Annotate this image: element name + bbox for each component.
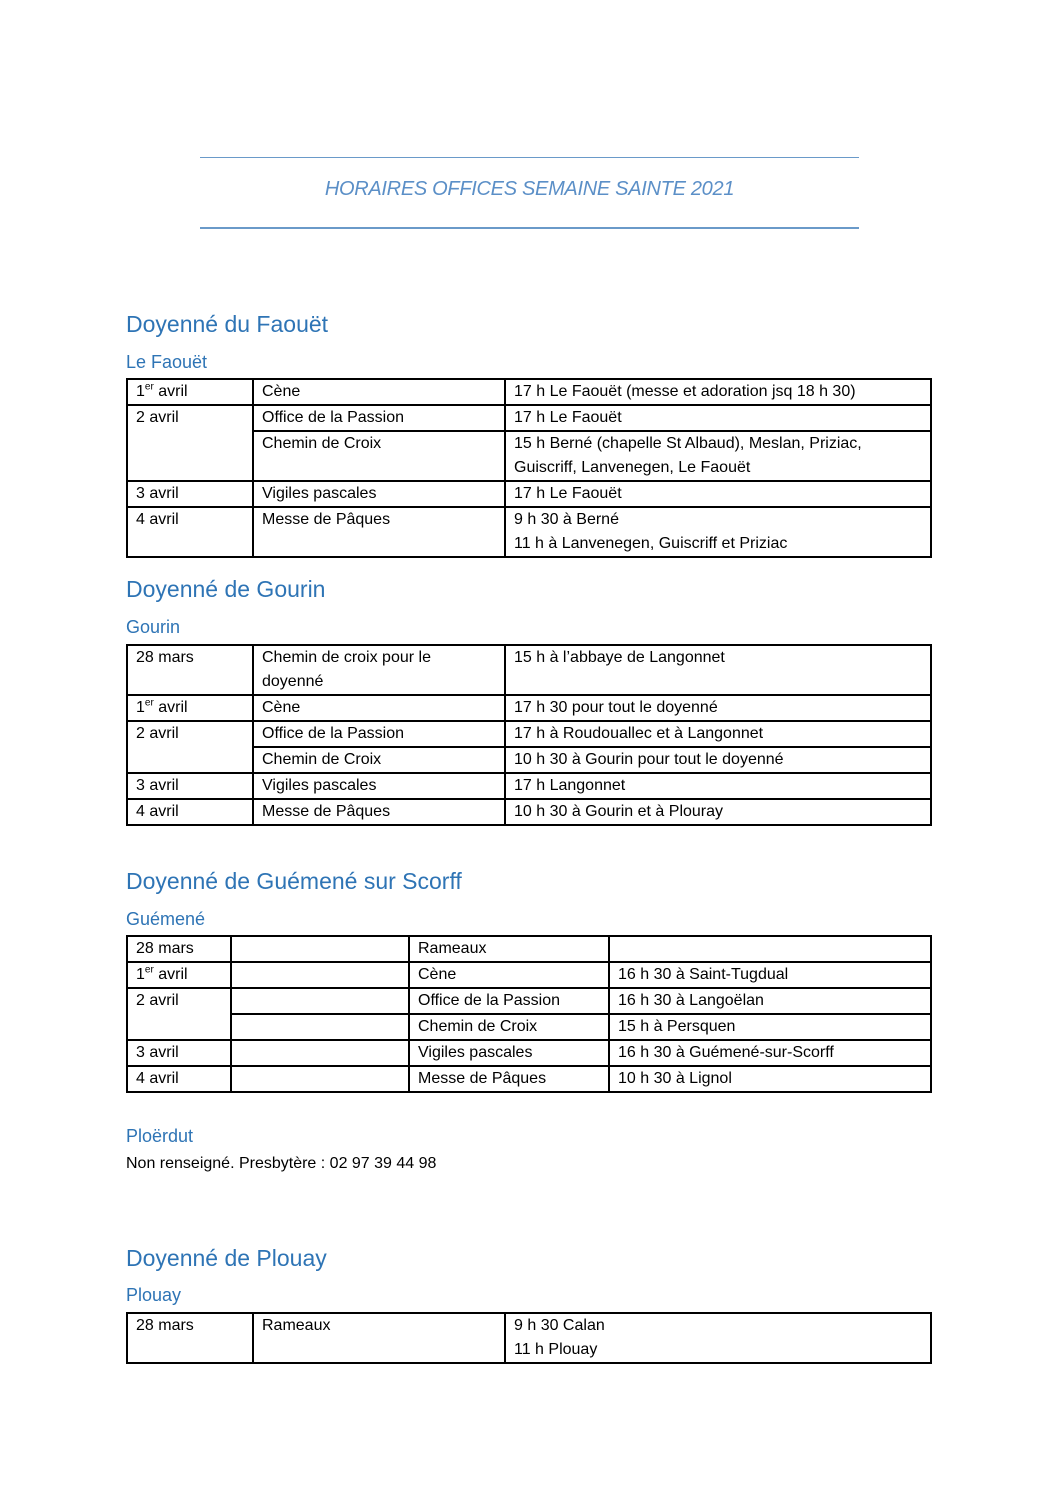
time-cell: 16 h 30 à Guémené-sur-Scorff xyxy=(609,1040,931,1066)
time-cell: 10 h 30 à Lignol xyxy=(609,1066,931,1092)
office-cell: Chemin de Croix xyxy=(253,747,505,773)
time-line: 11 h à Lanvenegen, Guiscriff et Priziac xyxy=(514,535,788,552)
table-row xyxy=(127,1313,931,1363)
table-row xyxy=(127,1040,931,1066)
table-row xyxy=(127,721,931,747)
time-line: 9 h 30 Calan xyxy=(514,1317,605,1334)
office-cell: Chemin de Croix xyxy=(253,431,505,481)
date-cell: 2 avril xyxy=(127,405,253,481)
time-cell xyxy=(505,1313,931,1363)
time-cell: 17 h à Roudouallec et à Langonnet xyxy=(505,721,931,747)
time-cell: 15 h à l’abbaye de Langonnet xyxy=(505,645,931,695)
date-cell: 3 avril xyxy=(127,481,253,507)
office-cell: Messe de Pâques xyxy=(253,799,505,825)
schedule-table-guemene xyxy=(126,935,932,1093)
time-cell: 17 h 30 pour tout le doyenné xyxy=(505,695,931,721)
time-cell: 10 h 30 à Gourin et à Plouray xyxy=(505,799,931,825)
time-line: 15 h Berné (chapelle St Albaud), Meslan, Priziac, xyxy=(514,435,862,452)
deanery-heading: Doyenné de Gourin xyxy=(126,576,326,602)
office-cell: Rameaux xyxy=(409,936,609,962)
table-row xyxy=(127,645,931,695)
deanery-heading: Doyenné de Guémené sur Scorff xyxy=(126,868,462,894)
office-cell: Office de la Passion xyxy=(253,721,505,747)
date-cell: 28 mars xyxy=(127,645,253,695)
time-line: 11 h Plouay xyxy=(514,1341,598,1358)
empty-cell xyxy=(231,1040,409,1066)
parish-heading: Plouay xyxy=(126,1285,182,1305)
parish-note: Non renseigné. Presbytère : 02 97 39 44 98 xyxy=(126,1155,437,1172)
parish-heading: Le Faouët xyxy=(126,352,208,372)
time-cell: 17 h Le Faouët (messe et adoration jsq 18 h 30) xyxy=(505,379,931,405)
time-cell xyxy=(505,431,931,481)
table-row xyxy=(127,936,931,962)
empty-cell xyxy=(231,1014,409,1040)
table-row xyxy=(127,379,931,405)
date-cell: 4 avril xyxy=(127,799,253,825)
title-rule-bottom xyxy=(200,227,859,229)
office-cell: Office de la Passion xyxy=(253,405,505,431)
time-cell xyxy=(505,507,931,557)
parish-heading: Guémené xyxy=(126,909,206,929)
office-cell: Chemin de croix pour le doyenné xyxy=(253,645,505,695)
office-cell: Messe de Pâques xyxy=(409,1066,609,1092)
table-row xyxy=(127,962,931,988)
table-row xyxy=(127,799,931,825)
date-cell: 3 avril xyxy=(127,1040,231,1066)
date-cell: 4 avril xyxy=(127,1066,231,1092)
office-cell: Rameaux xyxy=(253,1313,505,1363)
date-cell: 2 avril xyxy=(127,721,253,773)
date-cell: 2 avril xyxy=(127,988,231,1040)
parish-heading: Ploërdut xyxy=(126,1126,194,1146)
time-line: 9 h 30 à Berné xyxy=(514,511,619,528)
document-title: HORAIRES OFFICES SEMAINE SAINTE 2021 xyxy=(324,178,735,200)
office-cell: Vigiles pascales xyxy=(253,773,505,799)
office-cell: Vigiles pascales xyxy=(409,1040,609,1066)
parish-heading: Gourin xyxy=(126,617,181,637)
deanery-heading: Doyenné du Faouët xyxy=(126,311,329,337)
office-cell: Cène xyxy=(253,695,505,721)
time-cell xyxy=(609,936,931,962)
table-row xyxy=(127,507,931,557)
office-cell: Office de la Passion xyxy=(409,988,609,1014)
table-row xyxy=(127,1066,931,1092)
office-cell: Chemin de Croix xyxy=(409,1014,609,1040)
date-cell: 1er avril xyxy=(127,962,231,988)
empty-cell xyxy=(231,962,409,988)
time-cell: 10 h 30 à Gourin pour tout le doyenné xyxy=(505,747,931,773)
schedule-table-gourin xyxy=(126,644,932,826)
date-cell: 1er avril xyxy=(127,695,253,721)
table-row xyxy=(127,988,931,1014)
office-cell: Messe de Pâques xyxy=(253,507,505,557)
office-cell: Cène xyxy=(253,379,505,405)
time-cell: 16 h 30 à Langoëlan xyxy=(609,988,931,1014)
time-cell: 17 h Le Faouët xyxy=(505,405,931,431)
empty-cell xyxy=(231,1066,409,1092)
empty-cell xyxy=(231,988,409,1014)
date-cell: 28 mars xyxy=(127,936,231,962)
date-cell: 28 mars xyxy=(127,1313,253,1363)
table-row xyxy=(127,405,931,431)
office-cell: Vigiles pascales xyxy=(253,481,505,507)
table-row xyxy=(127,773,931,799)
deanery-heading: Doyenné de Plouay xyxy=(126,1245,327,1271)
time-cell: 16 h 30 à Saint-Tugdual xyxy=(609,962,931,988)
date-cell: 3 avril xyxy=(127,773,253,799)
time-cell: 17 h Langonnet xyxy=(505,773,931,799)
schedule-table-plouay xyxy=(126,1312,932,1364)
time-line: Guiscriff, Lanvenegen, Le Faouët xyxy=(514,459,751,476)
table-row xyxy=(127,695,931,721)
date-cell: 4 avril xyxy=(127,507,253,557)
empty-cell xyxy=(231,936,409,962)
date-cell: 1er avril xyxy=(127,379,253,405)
title-rule-top xyxy=(200,157,859,158)
time-cell: 17 h Le Faouët xyxy=(505,481,931,507)
office-cell: Cène xyxy=(409,962,609,988)
time-cell: 15 h à Persquen xyxy=(609,1014,931,1040)
table-row xyxy=(127,1014,931,1040)
table-row xyxy=(127,481,931,507)
schedule-table-faouet xyxy=(126,378,932,558)
